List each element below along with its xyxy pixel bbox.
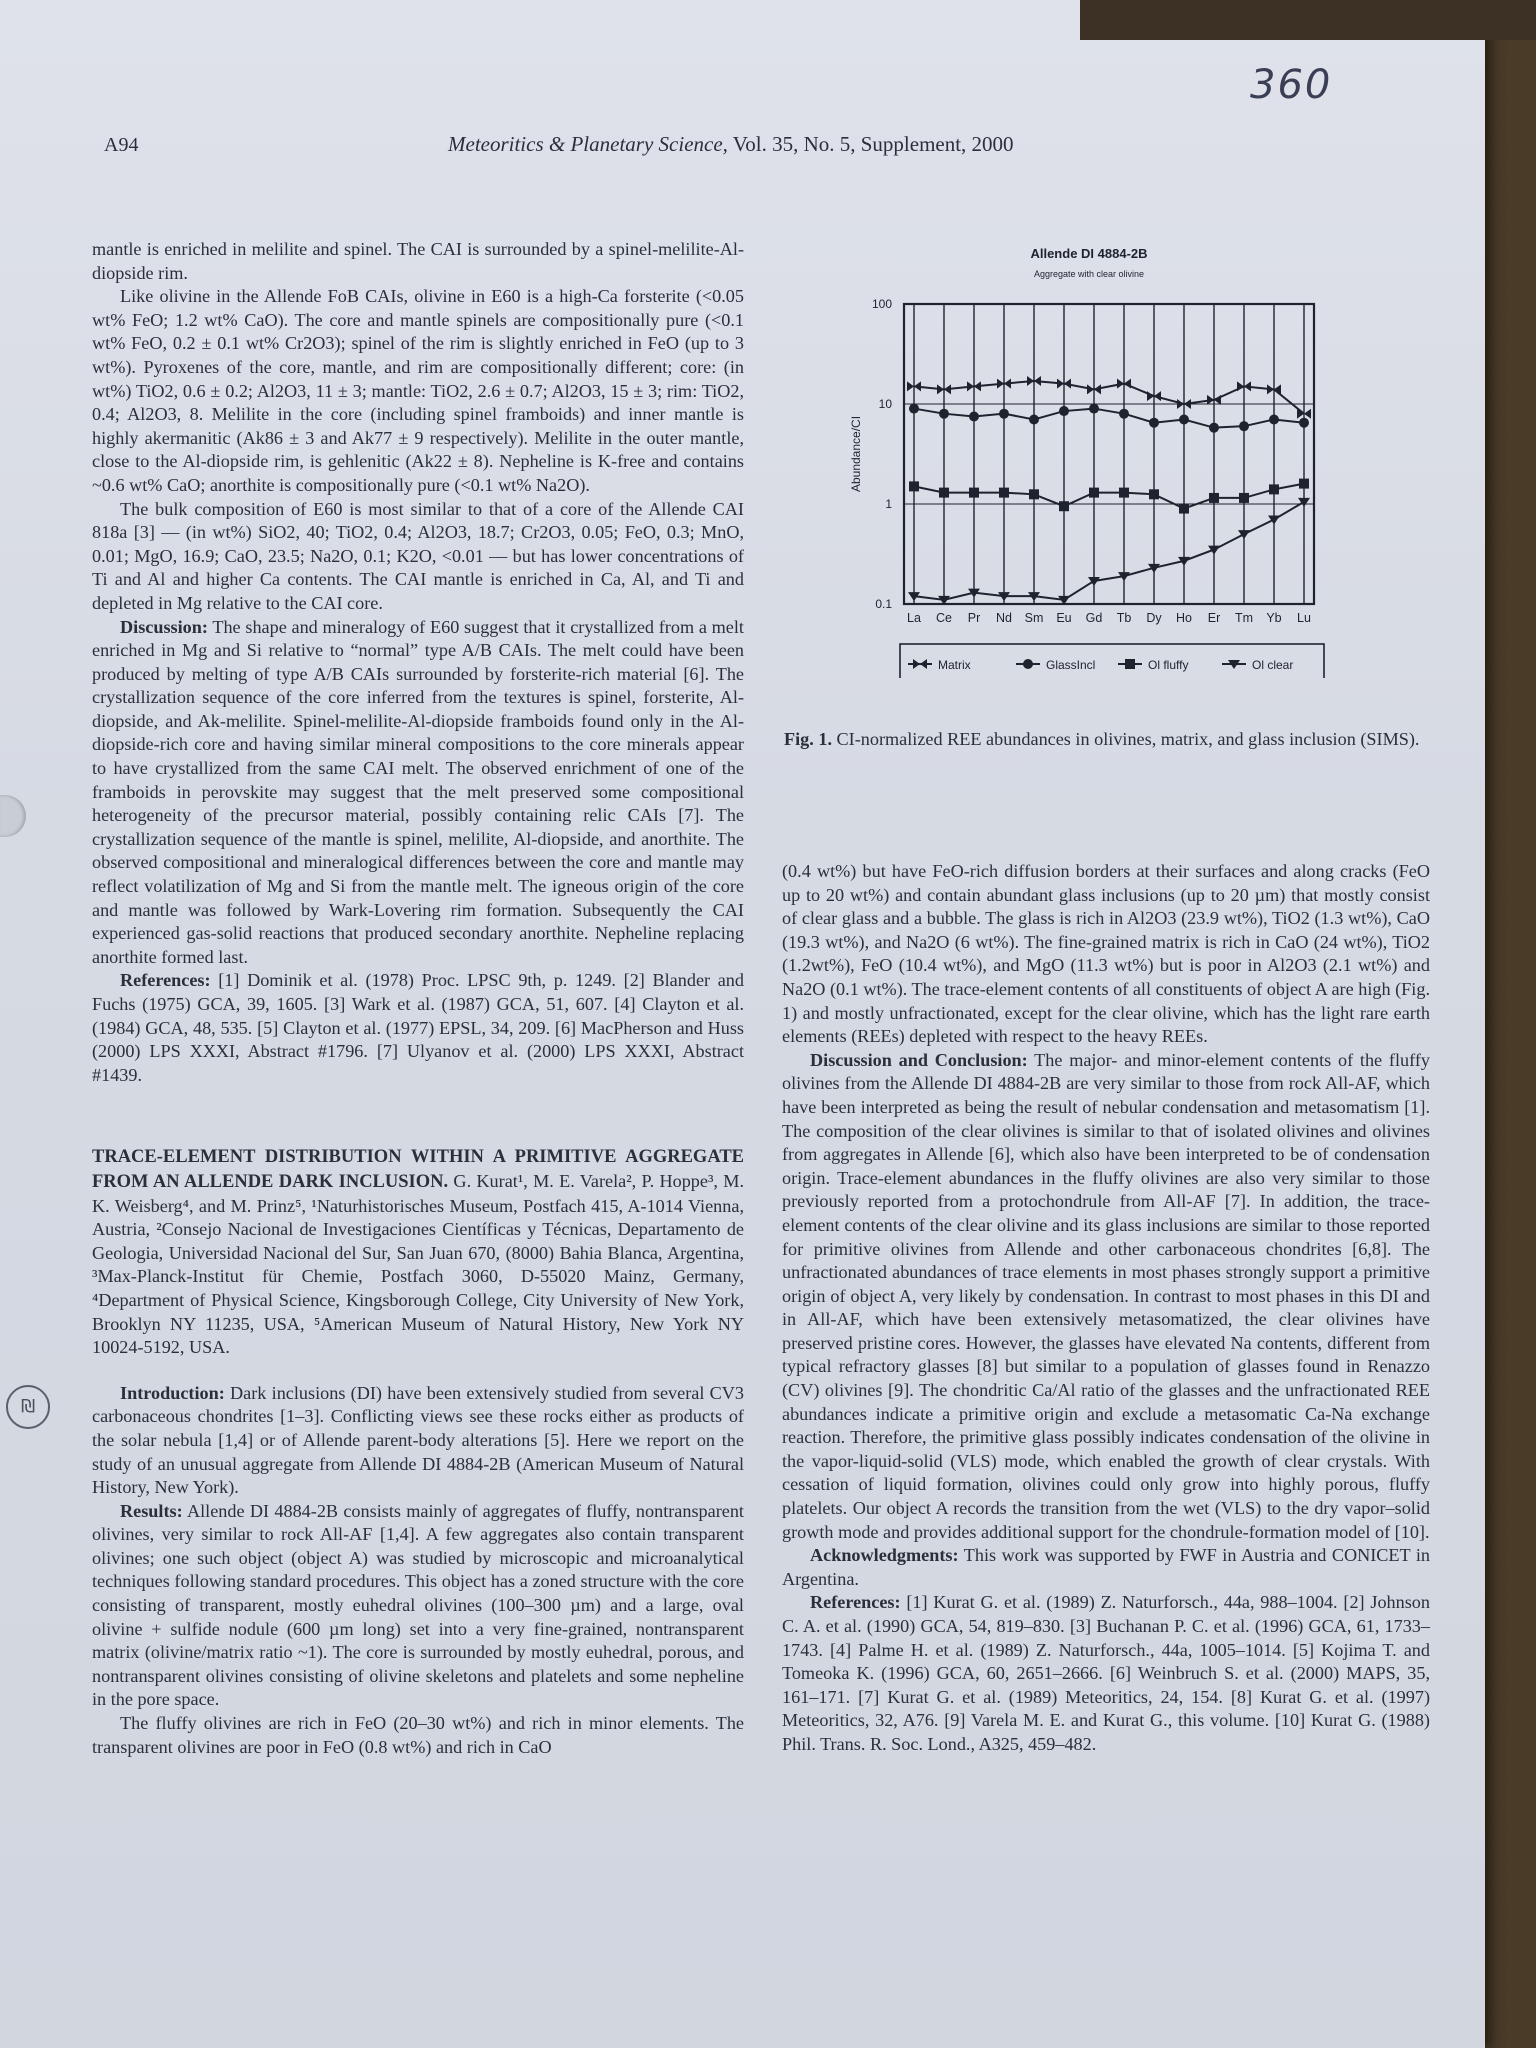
paragraph: The bulk composition of E60 is most similar to that of a core of the Allende CAI 818a [3] — (in wt%) SiO2, 40; TiO2, 0.4; Al2O3, 18.7; Cr2O3, 0.05; FeO, 0.3; MnO, 0.01; MgO, 16.9; CaO, 23.5; Na2O, 0.1; K2O, <0.01 — but has lower concentrations of Ti and Al and higher Ca contents. The CAI mantle is enriched in Ca, Al, and Ti and depleted in Mg relative to the CAI core. xyxy=(92,498,744,613)
data-point-ol-fluffy xyxy=(1209,493,1219,503)
data-point-glassincl xyxy=(1149,418,1159,428)
data-point-glassincl xyxy=(1059,406,1069,416)
y-axis-label: Abundance/CI xyxy=(849,415,863,493)
section-text: This work was supported by FWF in Austria and CONICET in Argentina. xyxy=(782,1545,1430,1589)
plot-frame xyxy=(904,304,1314,604)
data-point-glassincl xyxy=(969,411,979,421)
y-tick-label: 100 xyxy=(871,297,892,311)
references-text: [1] Dominik et al. (1978) Proc. LPSC 9th, p. 1249. [2] Blander and Fuchs (1975) GCA, 39, 1605. [3] Wark et al. (1987) GCA, 51, 607. [4] Clayton et al. (1984) GCA, 48, 535. [5] Clayton et al. (1977) EPSL, 34, 209. [6] MacPherson and Huss (2000) LPS XXXI, Abstract #1796. [7] Ulyanov et al. (2000) LPS XXXI, Abstract #1439. xyxy=(92,970,744,1085)
data-point-ol-fluffy xyxy=(1119,488,1129,498)
section-heading: Results: xyxy=(120,1500,183,1521)
section-text: Dark inclusions (DI) have been extensively studied from several CV3 carbonaceous chondrites [1–3]. Conflicting views see these rocks either as products of the solar nebula [1,4] or of Allende parent-body alterations [5]. Here we report on the study of an unusual aggregate from Allende DI 4884-2B (American Museum of Natural History, New York). xyxy=(92,1382,744,1498)
chart-title: Allende DI 4884-2B xyxy=(1030,246,1148,261)
x-tick-label: Tb xyxy=(1116,611,1132,625)
paragraph: (0.4 wt%) but have FeO-rich diffusion borders at their surfaces and along cracks (FeO up to 20 wt%) and contain abundant glass inclusions (up to 20 µm) that mostly consist of clear glass and a bubble. The glass is rich in Al2O3 (23.9 wt%), TiO2 (1.3 wt%), CaO (19.3 wt%), and Na2O (6 wt%). The fine-grained matrix is rich in CaO (24 wt%), TiO2 (1.2wt%), FeO (10.4 wt%), and MgO (11.3 wt%) but is poor in Al2O3 (2.1 wt%) and Na2O (0.1 wt%). The trace-element contents of all constituents of object A are high (Fig. 1) and mostly unfractionated, except for the clear olivine, which has the light rare earth elements (REEs) depleted with respect to the heavy REEs. xyxy=(782,861,1430,1047)
y-tick-label: 1 xyxy=(885,497,892,511)
references-paragraph xyxy=(782,1591,1430,1756)
left-column xyxy=(92,238,744,1759)
data-point-ol-fluffy xyxy=(1149,489,1159,499)
right-column xyxy=(782,860,1430,1757)
data-point-ol-fluffy xyxy=(969,488,979,498)
section-heading: Discussion: xyxy=(120,616,208,637)
section-heading: References: xyxy=(120,970,211,991)
data-point-ol-clear xyxy=(1268,515,1280,524)
article-header xyxy=(92,1145,744,1359)
y-tick-label: 10 xyxy=(878,397,892,411)
data-point-ol-fluffy xyxy=(1269,484,1279,494)
data-point-glassincl xyxy=(1089,404,1099,414)
paragraph: The fluffy olivines are rich in FeO (20–30 wt%) and rich in minor elements. The transparent olivines are poor in FeO (0.8 wt%) and rich in CaO xyxy=(92,1713,744,1757)
discussion-paragraph xyxy=(782,1049,1430,1544)
x-tick-label: Er xyxy=(1207,611,1221,625)
data-point-glassincl xyxy=(909,404,919,414)
paragraph: mantle is enriched in melilite and spinel. The CAI is surrounded by a spinel-melilite-Al-diopside rim. xyxy=(92,239,744,283)
authors-affiliations: G. Kurat¹, M. E. Varela², P. Hoppe³, M. K. Weisberg⁴, and M. Prinz⁵, ¹Naturhistorisches Museum, Postfach 415, A-1014 Vienna, Austria, ²Consejo Nacional de Investigaciones Científicas y Técnicas, Departamento de Geologia, Universidad Nacional del Sur, San Juan 670, (8000) Bahia Blanca, Argentina, ³Max-Planck-Institut für Chemie, Postfach 3060, D-55020 Mainz, Germany, ⁴Department of Physical Science, Kingsborough College, City University of New York, Brooklyn NY 11235, USA, ⁵American Museum of Natural History, New York NY 10024-5192, USA. xyxy=(92,1170,744,1358)
data-point-glassincl xyxy=(939,409,949,419)
legend-marker-ol-fluffy xyxy=(1125,659,1135,669)
background-corner xyxy=(1080,0,1536,40)
margin-stamp: ₪ xyxy=(6,1385,50,1429)
section-heading: Introduction: xyxy=(120,1382,225,1403)
data-point-ol-fluffy xyxy=(1239,493,1249,503)
handwritten-page-number: 360 xyxy=(1250,62,1333,108)
series-line-ol-clear xyxy=(914,502,1304,600)
data-point-glassincl xyxy=(1029,414,1039,424)
data-point-ol-fluffy xyxy=(1029,489,1039,499)
article-title: TRACE-ELEMENT DISTRIBUTION WITHIN A PRIMITIVE AGGREGATE FROM AN ALLENDE DARK INCLUSION. xyxy=(92,1147,744,1192)
page-number: A94 xyxy=(104,134,139,156)
running-head xyxy=(448,132,1014,157)
data-point-ol-fluffy xyxy=(939,488,949,498)
caption-text: CI-normalized REE abundances in olivines, matrix, and glass inclusion (SIMS). xyxy=(832,729,1420,749)
section-heading: Acknowledgments: xyxy=(810,1545,959,1566)
y-tick-label: 0.1 xyxy=(875,597,892,611)
x-tick-label: La xyxy=(907,611,921,625)
section-text: The major- and minor-element contents of the fluffy olivines from the Allende DI 4884-2B are very similar to those from rock All-AF, which have been interpreted as being the result of nebular condensation and metasomatism [1]. The composition of the clear olivines is similar to that of isolated olivines and olivines from aggregates in Allende [6], which also have been interpreted to be of condensation origin. Trace-element abundances in the fluffy olivines are also very similar to those previously reported from a protochondrule from All-AF [7]. In addition, the trace-element contents of the clear olivine and its glass inclusions are similar to those reported for primitive olivines from Allende and other carbonaceous chondrites [6,8]. The unfractionated abundances of trace elements in most phases strongly support a primitive origin of object A, very likely by condensation. In contrast to most phases in this DI and in All-AF, which have been extensively metasomatized, the clear olivines have preserved pristine cores. However, the glasses have elevated Na contents, different from typical refractory glasses [8] but similar to a population of glasses found in Renazzo (CV) olivines [9]. The chondritic Ca/Al ratio of the glasses and the unfractionated REE abundances indicate a primitive origin and exclude a metasomatic Ca-Na exchange reaction. Therefore, the primitive glass possibly indicates condensation of the olivine in the vapor-liquid-solid (VLS) mode, which enabled the growth of clear crystals. With cessation of liquid formation, olivines could only grow into highly porous, fluffy platelets. Our object A records the transition from the wet (VLS) to the dry vapor–solid growth mode and provides additional support for the chondrule-formation model of [10]. xyxy=(782,1049,1430,1542)
figure-chart xyxy=(840,238,1360,678)
data-point-glassincl xyxy=(1179,414,1189,424)
section-text: The shape and mineralogy of E60 suggest that it crystallized from a melt enriched in Mg and Si relative to “normal” type A/B CAIs. The melt could have been produced by melting of type A/B CAIs surrounded by forsterite-rich material [6]. The crystallization sequence of the core inferred from the textures is spinel, forsterite, Al-diopside, and Ak-melilite. Spinel-melilite-Al-diopside framboids found only in the Al-diopside-rich core and having similar mineral compositions to the core minerals appear to have crystallized from the same CAI melt. The observed enrichment of one of the framboids in perovskite may suggest that the melt preserved some compositional heterogeneity of the precursor material, possibly containing relic CAIs [7]. The crystallization sequence of the mantle is spinel, melilite, Al-diopside, and anorthite. The observed compositional and mineralogical differences between the core and mantle may reflect volatilization of Mg and Si from the mantle melt. The igneous origin of the core and mantle was followed by Wark-Lovering rim formation. Subsequently the CAI experienced gas-solid reactions that produced secondary anorthite. Nepheline replacing anorthite formed last. xyxy=(92,616,744,967)
ree-chart xyxy=(840,238,1360,678)
legend-label: Ol clear xyxy=(1252,658,1294,672)
section-heading: Discussion and Conclusion: xyxy=(810,1049,1028,1070)
figure-caption xyxy=(784,728,1432,752)
data-point-glassincl xyxy=(1269,414,1279,424)
x-tick-label: Tm xyxy=(1234,611,1254,625)
x-tick-label: Gd xyxy=(1085,611,1103,625)
x-tick-label: Eu xyxy=(1056,611,1072,625)
x-tick-label: Ce xyxy=(936,611,952,625)
legend-marker-matrix xyxy=(913,659,927,669)
data-point-ol-fluffy xyxy=(1299,479,1309,489)
data-point-ol-clear xyxy=(1298,498,1310,507)
x-tick-label: Dy xyxy=(1146,611,1162,625)
results-paragraph xyxy=(92,1500,744,1712)
x-tick-label: Lu xyxy=(1297,611,1311,625)
legend-label: Matrix xyxy=(938,658,971,672)
data-point-ol-clear xyxy=(1208,546,1220,555)
data-point-glassincl xyxy=(999,409,1009,419)
legend-label: Ol fluffy xyxy=(1148,658,1189,672)
journal-volume: Vol. 35, No. 5, Supplement, 2000 xyxy=(727,132,1014,156)
data-point-ol-fluffy xyxy=(909,481,919,491)
x-tick-label: Pr xyxy=(967,611,981,625)
acknowledgments-paragraph xyxy=(782,1544,1430,1591)
references-paragraph xyxy=(92,969,744,1087)
section-text: Allende DI 4884-2B consists mainly of aggregates of fluffy, nontransparent olivines, very similar to rock All-AF [1,4]. A few aggregates also contain transparent olivines; one such object (object A) was studied by microscopic and microanalytical techniques following standard procedures. This object has a zoned structure with the core consisting of transparent, mostly euhedral olivines (100–300 µm) and a large, oval olivine + sulfide nodule (600 µm long) set into a very fine-grained, nontransparent matrix (olivine/matrix ratio ~1). The core is surrounded by mostly euhedral, porous, and nontransparent olivines consisting of olivine skeletons and platelets and some nepheline in the pore space. xyxy=(92,1500,744,1710)
data-point-ol-clear xyxy=(1238,530,1250,539)
data-point-glassincl xyxy=(1239,421,1249,431)
journal-name: Meteoritics & Planetary Science, xyxy=(448,132,728,156)
section-heading: References: xyxy=(810,1592,901,1613)
discussion-paragraph xyxy=(92,616,744,970)
paragraph: Like olivine in the Allende FoB CAIs, olivine in E60 is a high-Ca forsterite (<0.05 wt% FeO; 1.2 wt% CaO). The core and mantle spinels are compositionally pure (<0.1 wt% FeO, 0.2 ± 0.1 wt% Cr2O3); spinel of the rim is slightly enriched in FeO (up to 3 wt%). Pyroxenes of the core, mantle, and rim are compositionally different; core: (in wt%) TiO2, 0.6 ± 0.2; Al2O3, 11 ± 3; mantle: TiO2, 2.6 ± 0.7; Al2O3, 15 ± 3; rim: TiO2, 0.4; Al2O3, 8. Melilite in the core (including spinel framboids) and inner mantle is highly akermanitic (Ak86 ± 3 and Ak77 ± 9 respectively). Melilite in the outer mantle, close to the Al-diopside rim, is gehlenitic (Ak22 ± 8). Nepheline is K-free and contains ~0.6 wt% CaO; anorthite is compositionally pure (<0.1 wt% Na2O). xyxy=(92,286,744,495)
legend-marker-glassincl xyxy=(1023,659,1033,669)
legend-label: GlassIncl xyxy=(1046,658,1096,672)
data-point-ol-fluffy xyxy=(1059,501,1069,511)
caption-label: Fig. 1. xyxy=(784,729,832,749)
data-point-ol-fluffy xyxy=(1089,488,1099,498)
data-point-glassincl xyxy=(1119,409,1129,419)
intro-paragraph xyxy=(92,1382,744,1500)
data-point-glassincl xyxy=(1299,418,1309,428)
references-text: [1] Kurat G. et al. (1989) Z. Naturforsch., 44a, 988–1004. [2] Johnson C. A. et al. (1990) GCA, 54, 819–830. [3] Buchanan P. C. et al. (1996) GCA, 61, 1733–1743. [4] Palme H. et al. (1989) Z. Naturforsch., 44a, 1005–1014. [5] Kojima T. and Tomeoka K. (1996) GCA, 60, 2651–2666. [6] Weinbruch S. et al. (2000) MAPS, 35, 161–171. [7] Kurat G. et al. (1989) Meteoritics, 24, 154. [8] Kurat G. et al. (1997) Meteoritics, 32, A76. [9] Varela M. E. and Kurat G., this volume. [10] Kurat G. (1988) Phil. Trans. R. Soc. Lond., A325, 459–482. xyxy=(782,1592,1430,1754)
x-tick-label: Sm xyxy=(1024,611,1044,625)
data-point-ol-fluffy xyxy=(999,488,1009,498)
data-point-ol-fluffy xyxy=(1179,504,1189,514)
data-point-glassincl xyxy=(1209,423,1219,433)
chart-subtitle: Aggregate with clear olivine xyxy=(1033,269,1145,279)
x-tick-label: Ho xyxy=(1176,611,1192,625)
x-tick-label: Yb xyxy=(1266,611,1282,625)
x-tick-label: Nd xyxy=(996,611,1012,625)
